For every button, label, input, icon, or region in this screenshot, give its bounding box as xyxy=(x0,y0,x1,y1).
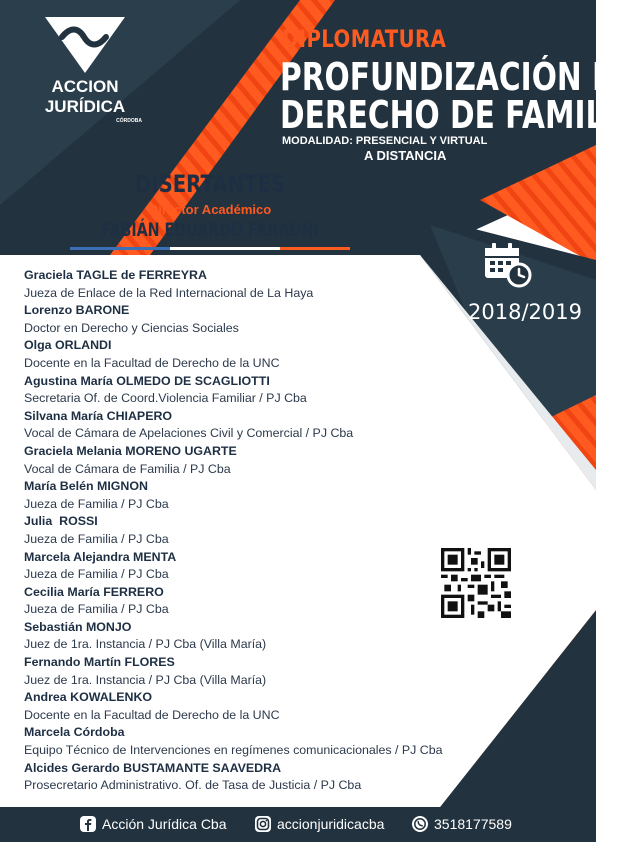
speaker-role: Secretaria Of. de Coord.Violencia Familiar / PJ Cba xyxy=(24,391,307,406)
speaker-name: Graciela Melania MORENO UGARTE xyxy=(24,443,237,458)
website-link[interactable]: www.accionjuridicacba.com.ar xyxy=(356,518,544,534)
speaker-name: Silvana María CHIAPERO xyxy=(24,408,173,423)
logo-wave-icon xyxy=(40,15,130,75)
whatsapp-icon xyxy=(412,816,428,832)
facebook-icon xyxy=(80,816,96,832)
logo xyxy=(40,15,142,130)
period-label: 2018/2019 xyxy=(468,300,582,324)
speaker-name: Olga ORLANDI xyxy=(24,338,112,353)
speaker-name: Agustina María OLMEDO DE SCAGLIOTTI xyxy=(24,373,270,388)
speaker-role: Juez de 1ra. Instancia / PJ Cba (Villa María) xyxy=(24,672,267,687)
instagram-label: accionjuridicacba xyxy=(277,816,385,832)
qr-code[interactable] xyxy=(438,545,514,621)
speaker-name: Lorenzo BARONE xyxy=(24,303,130,318)
whatsapp-link[interactable] xyxy=(412,816,512,832)
speaker-name: Marcela Alejandra MENTA xyxy=(24,549,177,564)
speaker-role: Doctor en Derecho y Ciencias Sociales xyxy=(24,320,239,335)
modality-line2: A DISTANCIA xyxy=(364,148,447,163)
modality-line1: MODALIDAD: PRESENCIAL Y VIRTUAL xyxy=(282,135,488,147)
contact-heading: CONSULTAS/INSCRIPCIONES xyxy=(356,500,556,516)
speaker-role: Juez de 1ra. Instancia / PJ Cba (Villa María) xyxy=(24,637,267,652)
speaker-name: Andrea KOWALENKO xyxy=(24,690,153,705)
program-title-line1: PROFUNDIZACIÓN EN xyxy=(280,55,638,99)
program-type: DIPLOMATURA xyxy=(282,25,447,53)
phone-label: 3518177589 xyxy=(434,816,512,832)
speaker-role: Jueza de Enlace de la Red Internacional de La Haya xyxy=(24,285,314,300)
speaker-name: Graciela TAGLE de FERREYRA xyxy=(24,268,207,282)
facebook-link[interactable] xyxy=(80,816,227,832)
instagram-link[interactable] xyxy=(255,816,384,832)
speaker-role: Docente en la Facultad de Derecho de la UNC xyxy=(24,355,280,370)
speaker-role: Vocal de Cámara de Apelaciones Civil y Comercial / PJ Cba xyxy=(24,426,354,441)
speaker-name: Sebastián MONJO xyxy=(24,619,132,634)
speaker-role: Jueza de Familia / PJ Cba xyxy=(24,567,169,582)
speaker-role: Prosecretario Administrativo. Of. de Tasa de Justicia / PJ Cba xyxy=(24,778,362,793)
logo-city: CÓRDOBA xyxy=(116,118,142,124)
calendar-clock-icon xyxy=(483,242,531,288)
qr-code-graphic xyxy=(441,548,511,618)
director-label: Director Académico xyxy=(148,202,272,217)
logo-line2: JURÍDICA xyxy=(44,97,126,116)
speaker-name: Fernando Martín FLORES xyxy=(24,655,175,670)
speaker-name: Alcides Gerardo BUSTAMANTE SAAVEDRA xyxy=(24,760,282,775)
speaker-name: María Belén MIGNON xyxy=(24,479,148,494)
speaker-role: Jueza de Familia / PJ Cba xyxy=(24,531,169,546)
speaker-role: Vocal de Cámara de Familia / PJ Cba xyxy=(24,461,231,476)
speaker-role: Docente en la Facultad de Derecho de la UNC xyxy=(24,707,280,722)
speaker-role: Jueza de Familia / PJ Cba xyxy=(24,602,169,617)
instagram-icon xyxy=(255,816,271,832)
speaker-name: Marcela Córdoba xyxy=(24,725,125,740)
speaker-role: Jueza de Familia / PJ Cba xyxy=(24,496,169,511)
speaker-role: Equipo Técnico de Intervenciones en regímenes comunicacionales / PJ Cba xyxy=(24,743,443,758)
director-name: FABIÁN EDUARDO FARAONI xyxy=(101,219,319,241)
logo-line1: ACCION xyxy=(51,77,119,96)
program-title-line2: DERECHO DE FAMILIA xyxy=(280,93,638,137)
speaker-name: Cecilia María FERRERO xyxy=(24,584,164,599)
speakers-heading: DISERTANTES xyxy=(134,170,286,198)
facebook-label: Acción Jurídica Cba xyxy=(102,816,227,832)
speaker-name: Julia ROSSI xyxy=(24,514,98,529)
